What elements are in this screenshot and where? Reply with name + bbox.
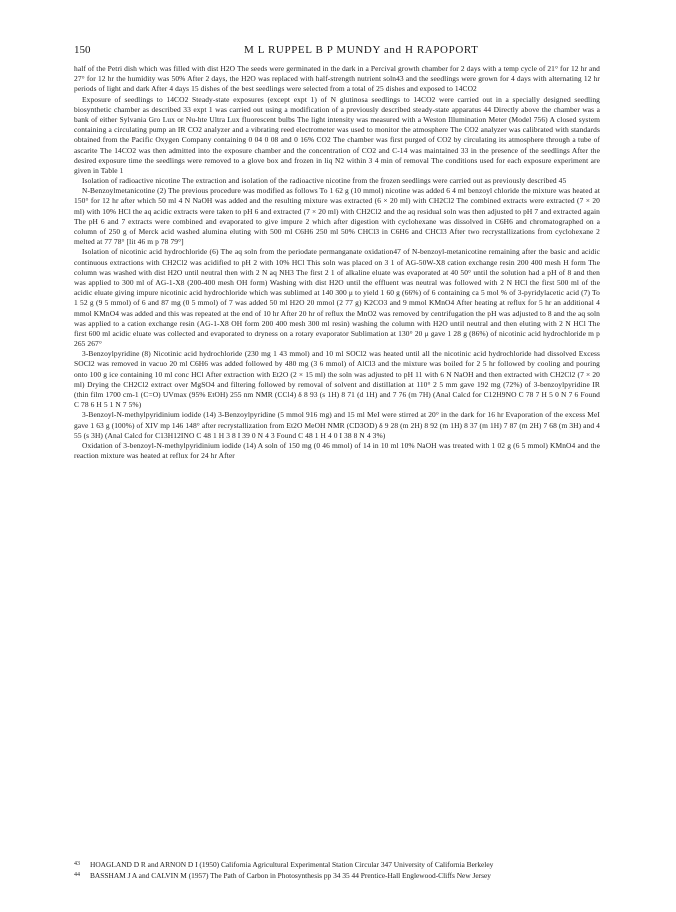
paragraph-benzoylpyridine: 3-Benzoylpyridine (8) Nicotinic acid hydrochloride (230 mg 1 43 mmol) and 10 ml SOCl2 was heated until all the nicotinic acid hydrochloride had dissolved Excess SOCl2 was removed in vacuo 20 ml C6H6 was added followed by 480 mg (3 6 mmol) of AlCl3 and the mixture was boiled for 2 5 hr followed by cooling and pouring onto 100 g ice containing 10 ml conc HCl After extraction with Et2O (2 × 15 ml) the soln was adjusted to pH 11 with 6 N NaOH and then extracted with CH2Cl2 (7 × 20 ml) Drying the CH2Cl2 extract over MgSO4 and filtering followed by removal of solvent and distillation at 110° 2 5 mm gave 192 mg (72%) of 3-benzoylpyridine IR (thin film 1700 cm-1 (C=O) UVmax (95% EtOH) 255 nm NMR (CCl4) δ 8 93 (s 1H) 8 71 (d 1H) and 7 76 (m 7H) (Anal Calcd for C12H9NO C 78 7 H 5 0 N 7 6 Found C 78 6 H 5 1 N 7 5%)	[74, 349, 600, 410]
page-header	[74, 44, 592, 58]
footnote-44	[74, 871, 600, 882]
paragraph-pyridinium-iodide: 3-Benzoyl-N-methylpyridinium iodide (14) 3-Benzoylpyridine (5 mmol 916 mg) and 15 ml MeI were stirred at 20° in the dark for 16 hr Evaporation of the excess MeI gave 1 63 g (100%) of XIV mp 146 148° after recrystallization from Et2O MeOH NMR (CD3OD) δ 9 28 (m 2H) 8 92 (m 1H) 8 37 (m 1H) 7 87 (m 2H) 7 68 (m 3H) and 4 55 (s 3H) (Anal Calcd for C13H12INO C 48 1 H 3 8 I 39 0 N 4 3 Found C 48 1 H 4 0 I 38 8 N 4 3%)	[74, 410, 600, 440]
paragraph-isolation-nicotine: Isolation of radioactive nicotine The extraction and isolation of the radioactive nicotine from the frozen seedlings were carried out as previously described 45	[82, 176, 567, 186]
footnotes	[74, 860, 600, 882]
paragraph-benzoylmetanicotine: N-Benzoylmetanicotine (2) The previous procedure was modified as follows To 1 62 g (10 mmol) nicotine was added 6 4 ml benzoyl chloride the mixture was heated at 150° for 12 hr after which 50 ml 4 N NaOH was added and the resulting mixture was extracted (6 × 20 ml) with CH2Cl2 The combined extracts were extracted (7 × 20 ml) with 10% HCl the aq acidic extracts were taken to pH 6 and extracted (7 × 20 ml) with CH2Cl2 and the aq residual soln was then adjusted to pH 7 and extracted again The pH 6 and 7 extracts were combined and evaporated to give impure 2 which after digestion with cyclohexane was dissolved in C6H6 and chromatographed on a column of 250 g of Merck acid washed alumina eluting with 500 ml C6H6 250 ml 50% CHCl3 in C6H6 and CHCl3 After two recrystallizations from cyclohexane 2 melted at 77 78° [lit 46 m p 78 79°]	[74, 186, 600, 247]
footnote-text: HOAGLAND D R and ARNON D I (1950) California Agricultural Experimental Station Circular 347 University of California Berkeley	[90, 860, 494, 869]
paragraph-seed-germination: half of the Petri dish which was filled with dist H2O The seeds were germinated in the dark in a Percival growth chamber for 2 days with a temp cycle of 21° for 12 hr and 27° for 12 hr the humidity was 50% After 2 days, the H2O was replaced with half-strength nutrient soln43 and the seedlings were grown for 4 days with alternating 12 hr periods of light and dark After 4 days 15 dishes of the best seedlings were selected from a total of 25 dishes and exposed to 14CO2	[74, 64, 600, 94]
paragraph-oxidation: Oxidation of 3-benzoyl-N-methylpyridinium iodide (14) A soln of 150 mg (0 46 mmol) of 14 in 10 ml 10% NaOH was treated with 1 02 g (6 5 mmol) KMnO4 and the reaction mixture was heated at reflux for 24 hr After	[74, 440, 600, 461]
body-text	[74, 64, 600, 461]
running-head: M L RUPPEL B P MUNDY and H RAPOPORT	[244, 44, 479, 56]
paragraph-nicotinic-acid: Isolation of nicotinic acid hydrochloride (6) The aq soln from the periodate permanganate oxidation47 of N-benzoyl-metanicotine remaining after the basic and acidic continuous extractions with CH2Cl2 was acidified to pH 2 with 10% HCl This soln was placed on 3 1 of AG-50W-X8 cation exchange resin 200 400 mesh H form The column was washed with dist H2O until neutral then with 2 N aq NH3 The first 2 1 of alkaline eluate was evaporated at 40 50° until the solution had a pH of 8 and then was applied to 300 ml of AG-1-X8 (200-400 mesh OH form) Washing with dist H2O until the effluent was neutral was followed with 2 N HCl the first 500 ml of the acidic eluate giving impure nicotinic acid hydrochloride which was sublimed at 140 300 μ to yield 1 60 g (66%) of 6 containing ca 5 mol % of 3-pyridylacetic acid (7) To 1 52 g (9 5 mmol) of 6 and 87 mg (0 5 mmol) of 7 was added 50 ml H2O 20 mmol (2 77 g) K2CO3 and 9 mmol KMnO4 After heating at reflux for 5 hr an additional 4 mmol KMnO4 was added and this was repeated at the end of 10 hr After 20 hr of reflux the MnO2 was removed by centrifugation the pH was adjusted to 8 and the aq soln was applied to a cation exchange resin (AG-1-X8 OH form 200 400 mesh 300 ml resin) washing the column with H2O until neutral and then eluting with 2 N HCl The first 600 ml acidic eluate was collected and evaporated to dryness on a rotary evaporator Sublimation at 130° 20 μ gave 1 28 g (86%) of nicotinic acid hydrochloride m p 265 267°	[74, 247, 600, 349]
page-number: 150	[74, 44, 91, 56]
footnote-43	[74, 860, 600, 871]
footnote-text: BASSHAM J A and CALVIN M (1957) The Path of Carbon in Photosynthesis pp 34 35 44 Prentice-Hall Englewood-Cliffs New Jersey	[90, 871, 491, 881]
footnote-mark: 43	[74, 861, 80, 867]
paragraph-exposure-co2: Exposure of seedlings to 14CO2 Steady-state exposures (except expt 1) of N glutinosa seedlings to 14CO2 were carried out in a specially designed seedling biosynthetic chamber as described 33 expt 1 was carried out using a modification of a previously described steady-state apparatus 44 Directly above the chamber was a bank of either Sylvania Gro Lux or Nu-hte Ultra Lux fluorescent bulbs The light intensity was measured with a Weston Illumination Meter (Model 756) A closed system containing a circulating pump an IR CO2 analyzer and a vibrating reed electrometer was used to monitor the atmosphere The CO2 analyzer was calibrated with standards obtained from the Pacific Oxygen Company containing 0 04 0 08 and 0 16% CO2 The chamber was first purged of CO2 by circulating its atmosphere through a tube of ascarite The 14CO2 was then admitted into the exposure chamber and the concentration of CO2 and C-14 was maintained 33 in the presence of the seedlings After the desired exposure time the seedlings were removed to a glove box and frozen in liq N2 within 3 4 min of removal The conditions used for each exposure experiment are given in Table 1	[74, 94, 600, 175]
footnote-mark: 44	[74, 872, 80, 879]
